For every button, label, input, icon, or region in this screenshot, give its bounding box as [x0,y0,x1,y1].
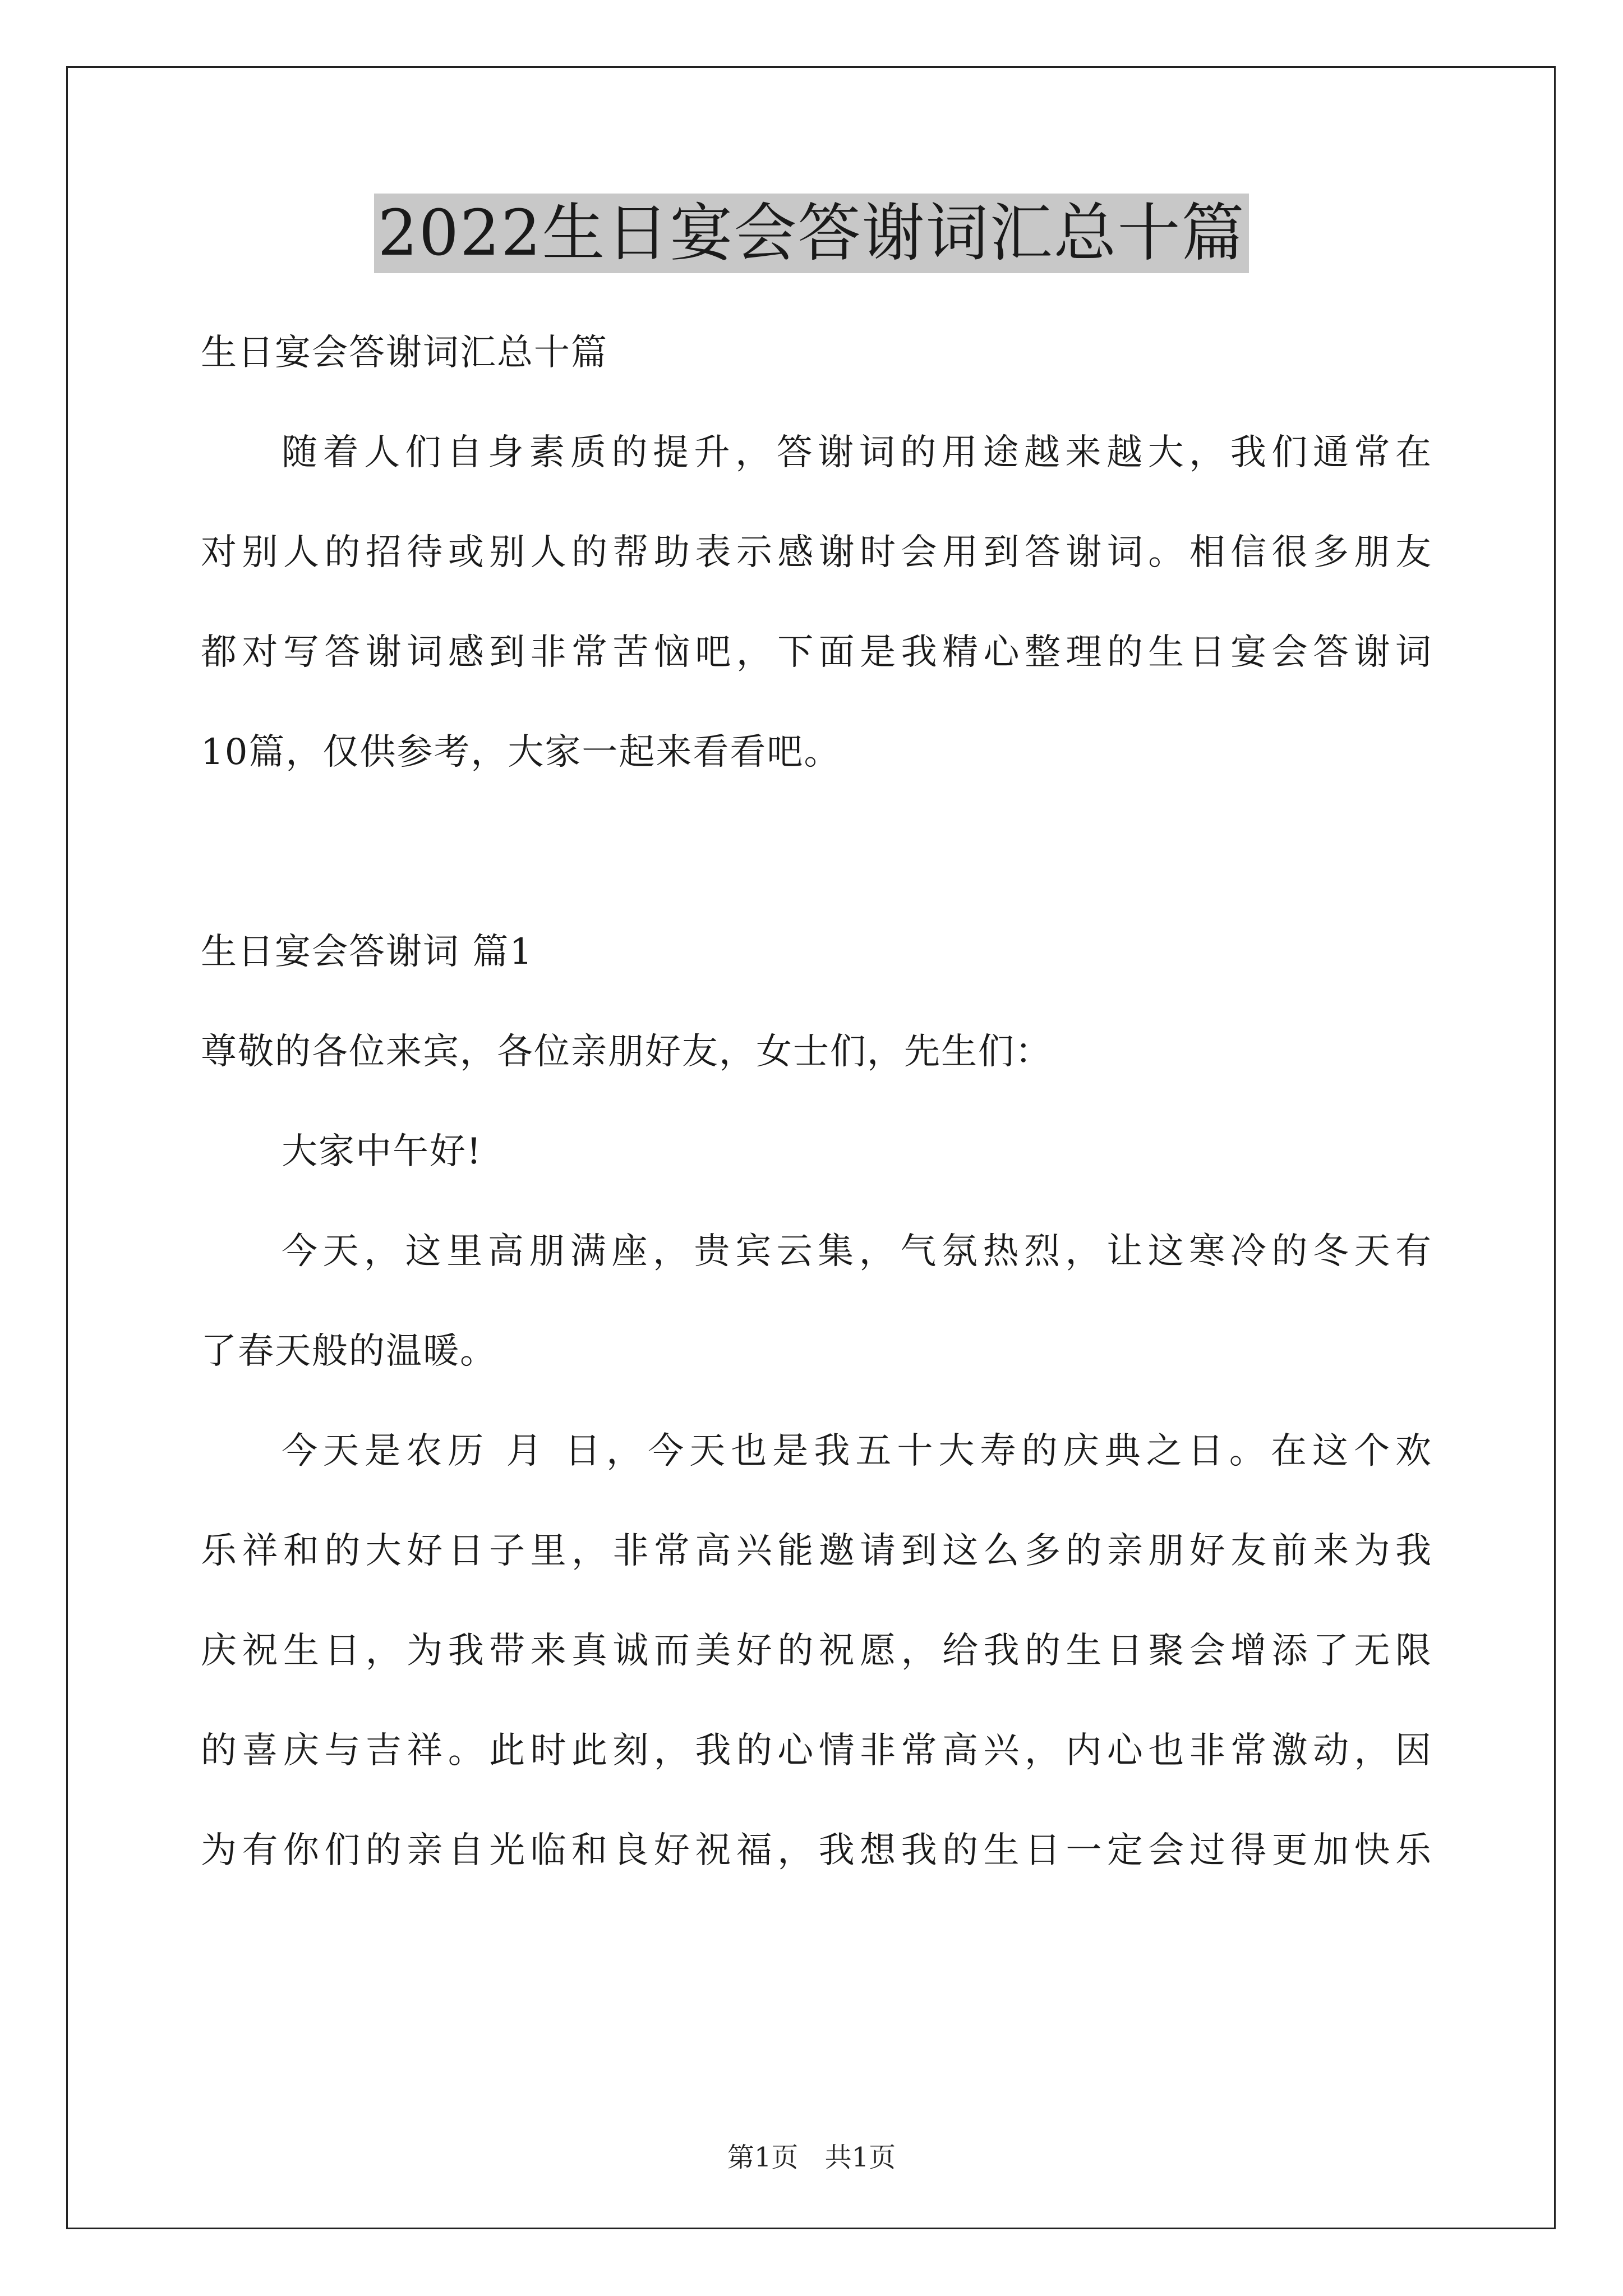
text-line: 10篇，仅供参考，大家一起来看看吧。 [201,731,841,773]
text-line: 的喜庆与吉祥。此时此刻，我的心情非常高兴，内心也非常激动，因 [201,1730,1432,1772]
text-line: 今天，这里高朋满座，贵宾云集，气氛热烈，让这寒冷的冬天有 [282,1231,1432,1272]
text-line: 了春天般的温暖。 [201,1331,497,1372]
document-title: 2022生日宴会答谢词汇总十篇 [374,194,1248,273]
title-container [0,194,1623,273]
text-line: 今天是农历 月 日，今天也是我五十大寿的庆典之日。在这个欢 [282,1430,1432,1472]
text-line: 庆祝生日，为我带来真诚而美好的祝愿，给我的生日聚会增添了无限 [201,1630,1432,1672]
text-line: 随着人们自身素质的提升，答谢词的用途越来越大，我们通常在 [282,432,1432,473]
text-line: 对别人的招待或别人的帮助表示感谢时会用到答谢词。相信很多朋友 [201,532,1432,573]
text-line: 生日宴会答谢词汇总十篇 [201,332,608,374]
text-line: 大家中午好! [282,1131,482,1172]
text-line: 乐祥和的大好日子里，非常高兴能邀请到这么多的亲朋好友前来为我 [201,1530,1432,1572]
paragraph-gap [201,802,1432,902]
text-line: 都对写答谢词感到非常苦恼吧，下面是我精心整理的生日宴会答谢词 [201,632,1432,673]
page-total: 共1页 [824,2142,896,2173]
page-number: 第1页 [727,2142,799,2173]
text-line: 尊敬的各位来宾，各位亲朋好友，女士们，先生们： [201,1031,1052,1073]
document-body [201,303,1432,1901]
page-footer [0,2141,1623,2174]
text-line: 生日宴会答谢词 篇1 [201,931,534,973]
text-line: 为有你们的亲自光临和良好祝福，我想我的生日一定会过得更加快乐 [201,1830,1432,1871]
